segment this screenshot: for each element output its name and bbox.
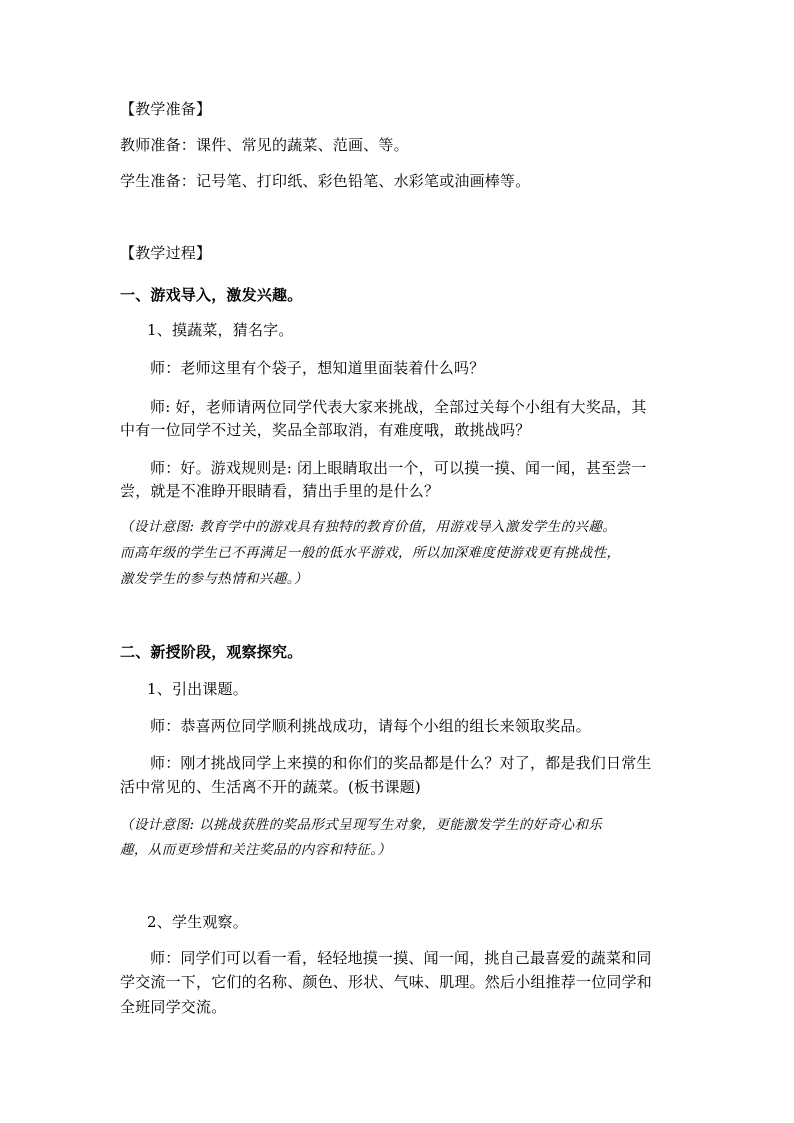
section1-paragraph3-line1: 师：好。游戏规则是: 闭上眼睛取出一个，可以摸一摸、闻一闻，甚至尝一 bbox=[150, 459, 647, 477]
section1-design-note-line1: （设计意图: 教育学中的游戏具有独特的教育价值，用游戏导入激发学生的兴趣。 bbox=[120, 519, 617, 535]
section1-paragraph1: 师：老师这里有个袋子，想知道里面装着什么吗？ bbox=[150, 359, 485, 377]
section2-paragraph3-line1: 师：同学们可以看一看，轻轻地摸一摸、闻一闻，挑自己最喜爱的蔬菜和同 bbox=[150, 949, 652, 967]
section2-title: 二、新授阶段，观察探究。 bbox=[120, 643, 303, 661]
section1-design-note-line2: 而高年级的学生已不再满足一般的低水平游戏，所以加深难度使游戏更有挑战性， bbox=[120, 545, 621, 561]
section1-title: 一、游戏导入，激发兴趣。 bbox=[120, 286, 303, 304]
section1-paragraph3-line2: 尝，就是不准睁开眼睛看，猜出手里的是什么？ bbox=[120, 482, 440, 500]
section2-paragraph3-line2: 学交流一下，它们的名称、颜色、形状、气味、肌理。然后小组推荐一位同学和 bbox=[120, 973, 653, 991]
section1-paragraph2-line1: 师: 好，老师请两位同学代表大家来挑战，全部过关每个小组有大奖品，其 bbox=[150, 398, 647, 416]
section1-item1: 1、摸蔬菜，猜名字。 bbox=[147, 321, 294, 339]
teacher-prep: 教师准备：课件、常见的蔬菜、范画、等。 bbox=[120, 136, 409, 154]
process-heading: 【教学过程】 bbox=[120, 244, 212, 262]
section2-paragraph2-line1: 师：刚才挑战同学上来摸的和你们的奖品都是什么？对了，都是我们日常生 bbox=[150, 754, 652, 772]
section2-design-note-line1: （设计意图: 以挑战获胜的奖品形式呈现写生对象，更能激发学生的好奇心和乐 bbox=[120, 817, 603, 833]
section2-design-note-line2: 趣，从而更珍惜和关注奖品的内容和特征。） bbox=[120, 842, 392, 858]
prep-heading: 【教学准备】 bbox=[120, 100, 212, 118]
student-prep: 学生准备：记号笔、打印纸、彩色铅笔、水彩笔或油画棒等。 bbox=[120, 172, 531, 190]
section2-item2: 2、学生观察。 bbox=[147, 913, 248, 931]
section2-paragraph1: 师：恭喜两位同学顺利挑战成功，请每个小组的组长来领取奖品。 bbox=[150, 717, 591, 735]
section2-paragraph3-line3: 全班同学交流。 bbox=[120, 998, 227, 1016]
section2-paragraph2-line2: 活中常见的、生活离不开的蔬菜。(板书课题) bbox=[120, 778, 421, 796]
section1-design-note-line3: 激发学生的参与热情和兴趣。） bbox=[120, 571, 308, 587]
section1-paragraph2-line2: 中有一位同学不过关，奖品全部取消，有难度哦，敢挑战吗？ bbox=[120, 421, 531, 439]
section2-item1: 1、引出课题。 bbox=[147, 680, 248, 698]
